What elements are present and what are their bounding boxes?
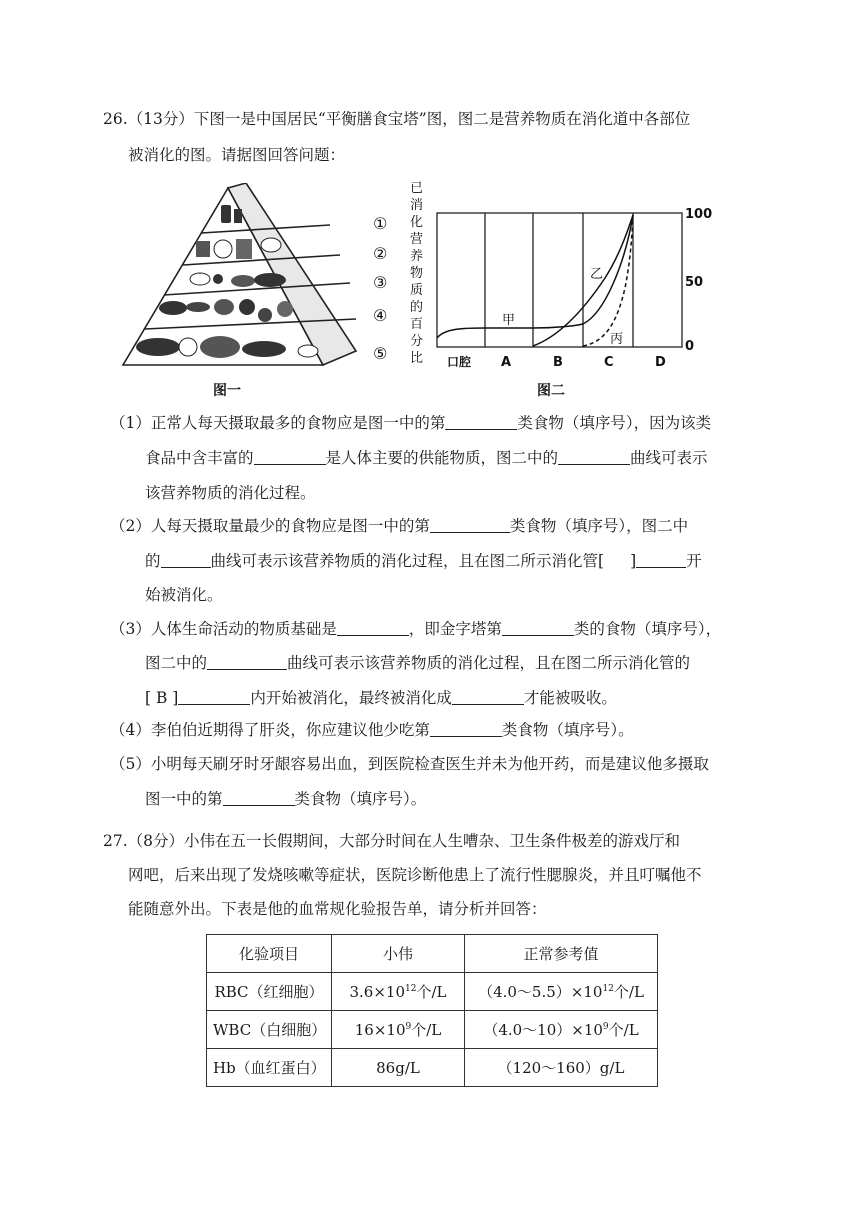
curve-label-bing: 丙 <box>610 332 624 347</box>
ylabel-char: 已 <box>410 181 424 196</box>
q26-p1-line3: 该营养物质的消化过程。 <box>145 484 316 502</box>
blood-test-table <box>206 934 658 1087</box>
text: 图一中的第 <box>145 790 223 808</box>
answer-blank[interactable] <box>223 789 295 806</box>
text: 类食物（填序号），图二中 <box>509 517 689 535</box>
digestion-chart-figure <box>405 178 725 378</box>
text: 开 <box>686 552 702 570</box>
answer-blank[interactable] <box>636 551 686 568</box>
answer-blank[interactable] <box>178 688 250 705</box>
table-cell: WBC（白细胞） <box>207 1011 332 1049</box>
q26-title-line1: 26.（13分）下图一是中国居民“平衡膳食宝塔”图，图二是营养物质在消化道中各部位 <box>103 110 691 128</box>
table-row <box>207 973 658 1011</box>
value: 3.6×10 <box>349 983 406 1001</box>
table-row <box>207 1011 658 1049</box>
unit: 个/L <box>608 1021 639 1039</box>
pyramid-label-4: ④ <box>373 306 388 325</box>
table-cell <box>332 1049 465 1087</box>
text: 类的食物（填序号）， <box>573 620 722 638</box>
q26-p1-line1 <box>110 412 711 434</box>
exponent: 12 <box>405 984 417 994</box>
q26-title-line2: 被消化的图。请据图回答问题： <box>128 146 346 164</box>
curve-label-yi: 乙 <box>590 267 604 282</box>
table-header: 小伟 <box>332 935 465 973</box>
unit: 个/L <box>416 983 447 1001</box>
exponent: 9 <box>405 1022 412 1032</box>
table-cell <box>465 1011 658 1049</box>
q26-p2-line3: 始被消化。 <box>145 586 223 604</box>
pyramid-label-2: ② <box>373 244 388 263</box>
text: ] <box>630 552 637 570</box>
table-cell: RBC（红细胞） <box>207 973 332 1011</box>
answer-blank[interactable] <box>502 619 574 636</box>
q27-line1: 27.（8分）小伟在五一长假期间，大部分时间在人生嘈杂、卫生条件极差的游戏厅和 <box>103 832 681 850</box>
text: （1）正常人每天摄取最多的食物应是图一中的第 <box>110 414 446 432</box>
answer-blank[interactable] <box>337 619 409 636</box>
ytick-50: 50 <box>685 275 704 290</box>
q26-p4-line1 <box>110 719 634 741</box>
q26-p3-line2 <box>145 652 690 674</box>
text: 图二中的 <box>145 654 208 672</box>
answer-blank[interactable] <box>558 448 630 465</box>
region-label-d: D <box>655 355 666 370</box>
y-axis-label <box>410 181 423 366</box>
table-row <box>207 1049 658 1087</box>
unit: 个/L <box>613 983 644 1001</box>
pyramid-label-5: ⑤ <box>373 344 388 363</box>
text: 类食物（填序号），因为该类 <box>517 414 712 432</box>
ylabel-char: 物 <box>410 266 424 281</box>
table-header: 化验项目 <box>207 935 332 973</box>
table-header: 正常参考值 <box>465 935 658 973</box>
value: （120～160）g/L <box>497 1059 625 1077</box>
table-cell: Hb（血红蛋白） <box>207 1049 332 1087</box>
text: 类食物（填序号）。 <box>501 721 634 739</box>
pyramid-level-labels <box>373 214 387 363</box>
text: 内开始被消化，最终被消化成 <box>250 689 452 707</box>
value: （4.0～5.5）×10 <box>478 983 603 1001</box>
food-pyramid-figure <box>118 183 408 373</box>
text: 曲线可表示 <box>630 449 708 467</box>
answer-blank[interactable] <box>445 413 517 430</box>
curve-jia <box>437 215 633 338</box>
answer-blank[interactable] <box>161 551 211 568</box>
text: 食品中含丰富的 <box>145 449 254 467</box>
text: 是人体主要的供能物质，图二中的 <box>325 449 559 467</box>
text: （4）李伯伯近期得了肝炎，你应建议他少吃第 <box>110 721 430 739</box>
ytick-0: 0 <box>685 339 695 354</box>
answer-blank[interactable] <box>207 653 287 670</box>
q26-p5-line2 <box>145 788 426 810</box>
ylabel-char: 百 <box>410 317 424 332</box>
table-header-row <box>207 935 658 973</box>
answer-blank[interactable] <box>430 720 502 737</box>
ylabel-char: 化 <box>410 215 424 230</box>
ylabel-char: 比 <box>410 351 424 366</box>
table-cell <box>465 1049 658 1087</box>
value: （4.0～10）×10 <box>483 1021 603 1039</box>
ylabel-char: 消 <box>410 198 424 213</box>
region-label-c: C <box>604 355 614 370</box>
text: 曲线可表示该营养物质的消化过程，且在图二所示消化管的 <box>287 654 691 672</box>
value: 86g/L <box>376 1058 420 1077</box>
q26-p2-line2 <box>145 550 702 572</box>
q26-p3-line3 <box>145 687 617 709</box>
text: 类食物（填序号）。 <box>294 790 427 808</box>
pyramid-label-3: ③ <box>373 273 388 292</box>
text: （2）人每天摄取量最少的食物应是图一中的第 <box>110 517 430 535</box>
exponent: 9 <box>602 1022 609 1032</box>
ylabel-char: 养 <box>410 249 424 264</box>
exponent: 12 <box>602 984 614 994</box>
table-cell <box>332 973 465 1011</box>
ylabel-char: 质 <box>410 283 424 298</box>
q26-p5-line1: （5）小明每天刷牙时牙龈容易出血，到医院检查医生并未为他开药，而是建议他多摄取 <box>110 755 709 773</box>
answer-blank[interactable] <box>254 448 326 465</box>
q26-p2-line1 <box>110 515 688 537</box>
q27-line2: 网吧，后来出现了发烧咳嗽等症状，医院诊断他患上了流行性腮腺炎，并且叮嘱他不 <box>128 866 702 884</box>
figure2-caption: 图二 <box>537 383 565 399</box>
region-label-b: B <box>553 355 563 370</box>
table-cell <box>332 1011 465 1049</box>
q26-p1-line2 <box>145 447 708 469</box>
ylabel-char: 的 <box>410 300 424 315</box>
region-label-a: A <box>501 355 512 370</box>
answer-blank[interactable] <box>452 688 524 705</box>
figure1-caption: 图一 <box>213 383 241 399</box>
text: [ B ] <box>145 689 179 707</box>
q26-p3-line1 <box>110 618 721 640</box>
unit: 个/L <box>411 1021 442 1039</box>
text: 的 <box>145 552 161 570</box>
answer-blank[interactable] <box>430 516 510 533</box>
q27-line3: 能随意外出。下表是他的血常规化验报告单，请分析并回答： <box>128 900 547 918</box>
table-cell <box>465 973 658 1011</box>
ytick-100: 100 <box>685 207 713 222</box>
text: （3）人体生命活动的物质基础是 <box>110 620 337 638</box>
value: 16×10 <box>354 1021 406 1039</box>
curve-label-jia: 甲 <box>502 313 516 328</box>
pyramid-label-1: ① <box>373 214 388 233</box>
text: 曲线可表示该营养物质的消化过程，且在图二所示消化管[ <box>210 552 605 570</box>
region-label-mouth: 口腔 <box>447 355 472 369</box>
text: 才能被吸收。 <box>523 689 617 707</box>
ylabel-char: 分 <box>410 334 424 349</box>
text: ，即金字塔第 <box>408 620 502 638</box>
ylabel-char: 营 <box>410 232 424 247</box>
